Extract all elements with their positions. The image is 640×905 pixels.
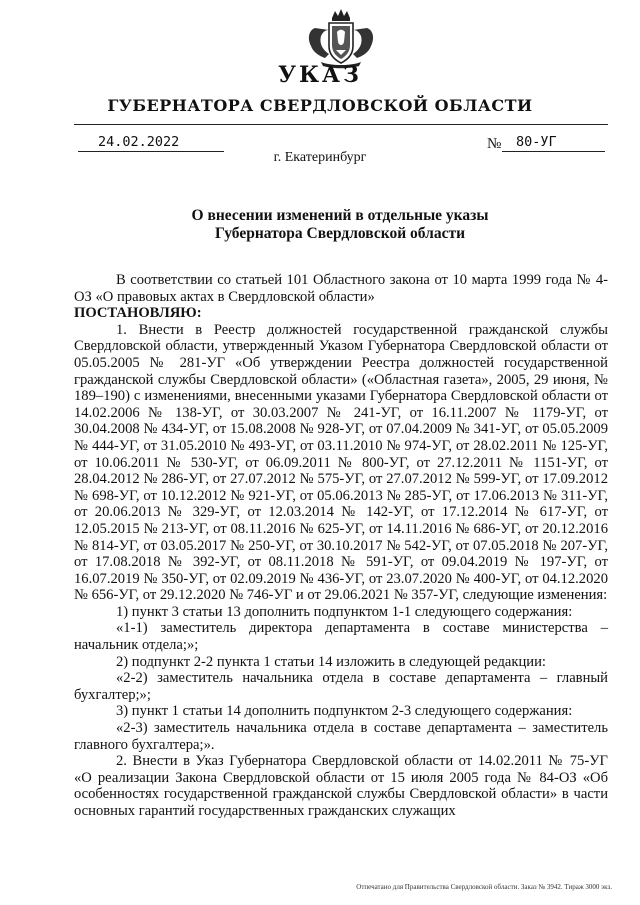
city-name: г. Екатеринбург: [273, 150, 367, 165]
decree-word: ПОСТАНОВЛЯЮ:: [74, 305, 202, 322]
intro-paragraph: В соответствии со статьей 101 Областного закона от 10 марта 1999 года № 4-ОЗ «О правовых актах в Свердловской области»: [74, 272, 608, 305]
item-3: 3) пункт 1 статьи 14 дополнить подпунктом 2-3 следующего содержания:: [116, 703, 573, 720]
decree-body: [74, 272, 608, 820]
paragraph-2: 2. Внести в Указ Губернатора Свердловской области от 14.02.2011 № 75-УГ «О реализации Закона Свердловской области от 15 июля 2005 года № 84-ОЗ «Об особенностях государственной гражданской службы Свердловской области» в части основных гарантий государственных гражданских служащих: [74, 753, 608, 819]
decree-date: 24.02.2022: [98, 134, 180, 150]
item-2: 2) подпункт 2-2 пункта 1 статьи 14 изложить в следующей редакции:: [116, 653, 546, 670]
number-sign: №: [487, 136, 502, 152]
paragraph-1: 1. Внести в Реестр должностей государственной гражданской службы Свердловской области, утвержденный Указом Губернатора Свердловской области от 05.05.2005 № 281-УГ «Об утверждении Реестра должностей государственной гражданской службы Свердловской области» («Областная газета», 2005, 29 июня, № 189–190) с изменениями, внесенными указами Губернатора Свердловской области от 14.02.2006 № 138-УГ, от 30.03.2007 № 241-УГ, от 16.11.2007 № 1179-УГ, от 30.04.2008 № 434-УГ, от 15.08.2008 № 928-УГ, от 07.04.2009 № 341-УГ, от 05.05.2009 № 444-УГ, от 31.05.2010 № 493-УГ, от 03.11.2010 № 974-УГ, от 28.02.2011 № 125-УГ, от 10.06.2011 № 530-УГ, от 06.09.2011 № 800-УГ, от 27.12.2011 № 1151-УГ, от 28.04.2012 № 286-УГ, от 27.07.2012 № 575-УГ, от 27.07.2012 № 599-УГ, от 17.09.2012 № 698-УГ, от 10.12.2012 № 921-УГ, от 05.06.2013 № 285-УГ, от 17.06.2013 № 311-УГ, от 20.06.2013 № 329-УГ, от 12.03.2014 № 142-УГ, от 17.12.2014 № 617-УГ, от 12.05.2015 № 213-УГ, от 08.11.2016 № 625-УГ, от 14.11.2016 № 686-УГ, от 20.12.2016 № 814-УГ, от 03.05.2017 № 250-УГ, от 30.10.2017 № 542-УГ, от 07.05.2018 № 207-УГ, от 17.08.2018 № 392-УГ, от 08.11.2018 № 591-УГ, от 09.04.2019 № 197-УГ, от 16.07.2019 № 350-УГ, от 02.09.2019 № 436-УГ, от 23.07.2020 № 400-УГ, от 04.12.2020 № 656-УГ, от 29.12.2020 № 746-УГ и от 29.06.2021 № 357-УГ, следующие изменения:: [74, 321, 608, 604]
item-2-quote: «2-2) заместитель начальника отдела в составе департамента – главный бухгалтер;»;: [74, 670, 608, 703]
subject-line-1: О внесении изменений в отдельные указы: [191, 207, 489, 224]
item-1-quote: «1-1) заместитель директора департамента в составе министерства – начальник отдела;»;: [74, 620, 608, 654]
subject-line-2: Губернатора Свердловской области: [214, 225, 465, 242]
item-3-quote: «2-3) заместитель начальника отдела в составе департамента – заместитель главного бухгалтера;».: [74, 720, 608, 753]
item-1: 1) пункт 3 статьи 13 дополнить подпунктом 1-1 следующего содержания:: [116, 603, 573, 620]
header-divider: [74, 124, 608, 125]
decree-subject: [0, 207, 640, 243]
issuer-title: ГУБЕРНАТОРА СВЕРДЛОВСКОЙ ОБЛАСТИ: [107, 96, 533, 115]
decree-number: 80-УГ: [516, 134, 557, 150]
coat-of-arms-emblem: [301, 8, 381, 70]
print-note: Отпечатано для Правительства Свердловской области. Заказ № 3942. Тираж 3000 экз.: [356, 883, 612, 891]
document-type-title: УКАЗ: [278, 62, 362, 88]
